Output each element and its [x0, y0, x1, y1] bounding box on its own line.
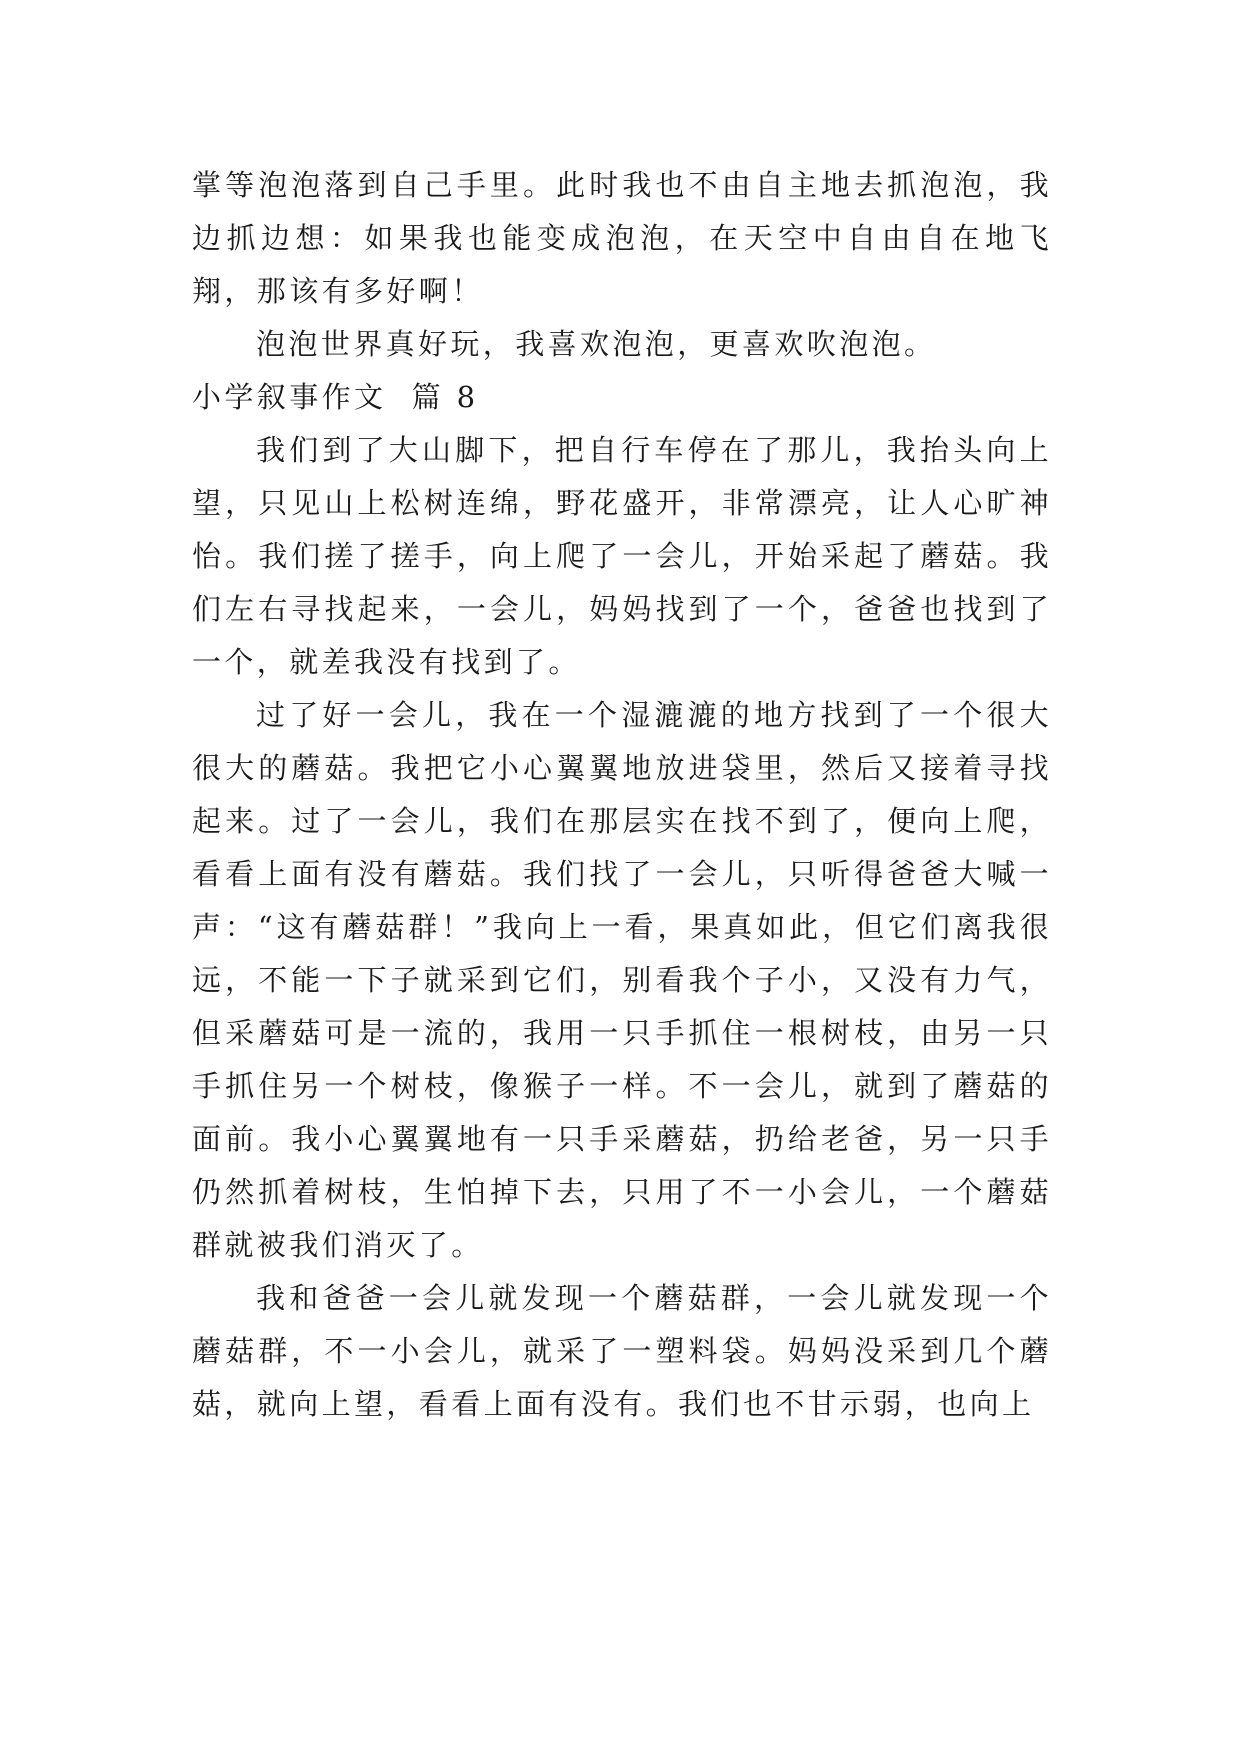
section-heading: 小学叙事作文 篇 8	[192, 380, 479, 414]
paragraph-big-mushroom: 过了好一会儿，我在一个湿漉漉的地方找到了一个很大很大的蘑菇。我把它小心翼翼地放进袋里，然后又接着寻找起来。过了一会儿，我们在那层实在找不到了，便向上爬，看看上面有没有蘑菇。我们找了一会儿，只听得爸爸大喊一声：“这有蘑菇群！”我向上一看，果真如此，但它们离我很远，不能一下子就采到它们，别看我个子小，又没有力气，但采蘑菇可是一流的，我用一只手抓住一根树枝，由另一只手抓住另一个树枝，像猴子一样。不一会儿，就到了蘑菇的面前。我小心翼翼地有一只手采蘑菇，扔给老爸，另一只手仍然抓着树枝，生怕掉下去，只用了不一小会儿，一个蘑菇群就被我们消灭了。	[192, 698, 1052, 1262]
paragraph-bubble-world: 泡泡世界真好玩，我喜欢泡泡，更喜欢吹泡泡。	[256, 327, 937, 361]
paragraph-mountain-foot: 我们到了大山脚下，把自行车停在了那儿，我抬头向上望，只见山上松树连绵，野花盛开，非常漂亮，让人心旷神怡。我们搓了搓手，向上爬了一会儿，开始采起了蘑菇。我们左右寻找起来，一会儿，妈妈找到了一个，爸爸也找到了一个，就差我没有找到了。	[192, 433, 1052, 679]
document-body	[192, 159, 1052, 1431]
paragraph-mushroom-groups: 我和爸爸一会儿就发现一个蘑菇群，一会儿就发现一个蘑菇群，不一小会儿，就采了一塑料袋。妈妈没采到几个蘑菇，就向上望，看看上面有没有。我们也不甘示弱，也向上	[192, 1281, 1052, 1421]
paragraph-continuation: 掌等泡泡落到自己手里。此时我也不由自主地去抓泡泡，我边抓边想：如果我也能变成泡泡，在天空中自由自在地飞翔，那该有多好啊！	[192, 168, 1052, 308]
